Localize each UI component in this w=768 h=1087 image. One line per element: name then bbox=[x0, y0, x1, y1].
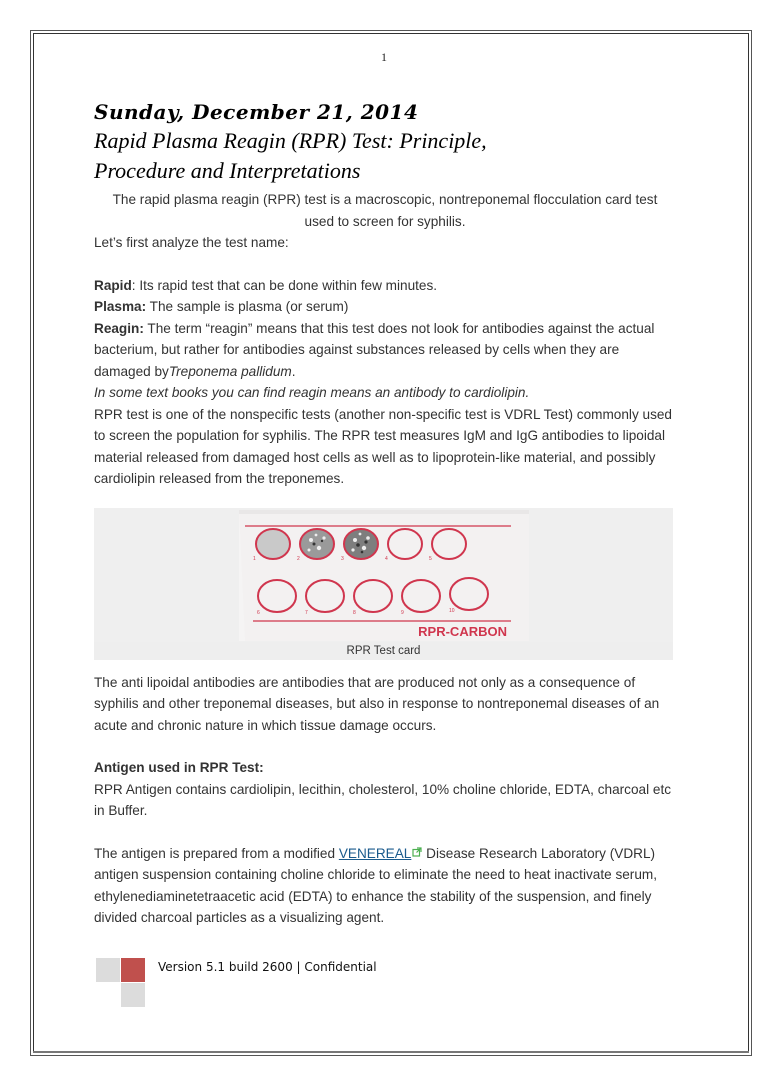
antigen-heading: Antigen used in RPR Test: bbox=[94, 760, 264, 775]
document-content bbox=[94, 100, 676, 929]
reagin-note: In some text books you can find reagin means an antibody to cardiolipin. bbox=[94, 385, 530, 400]
page-footer bbox=[96, 958, 496, 1008]
footer-decor-square-accent bbox=[121, 958, 145, 982]
svg-text:9: 9 bbox=[401, 609, 404, 616]
antilipoidal-paragraph: The anti lipoidal antibodies are antibodies that are produced not only as a consequence of syphilis and other treponemal diseases, but also in response to nontreponemal diseases of an acute and chronic nature in which tissue damage occurs. bbox=[94, 674, 660, 733]
svg-text:4: 4 bbox=[385, 555, 388, 562]
intro-analyze: Let’s first analyze the test name: bbox=[94, 235, 289, 250]
figure-caption: RPR Test card bbox=[94, 642, 673, 660]
svg-text:5: 5 bbox=[429, 555, 432, 562]
post-title bbox=[94, 126, 676, 186]
rpr-card-image bbox=[239, 510, 529, 641]
svg-text:6: 6 bbox=[257, 609, 260, 616]
svg-text:2: 2 bbox=[297, 555, 300, 562]
page-number: 1 bbox=[381, 50, 387, 64]
figure-rpr-test-card bbox=[94, 508, 673, 660]
definition-term: Reagin: bbox=[94, 320, 144, 336]
svg-text:RPR-CARBON: RPR-CARBON bbox=[418, 623, 507, 639]
preparation-paragraph: The antigen is prepared from a modified VENEREAL Disease Research Laboratory (VDRL) antigen suspension containing choline chloride to eliminate the need to heat inactivate serum, ethylenediaminetetraacetic acid (EDTA) to enhance the stability of the suspension, and finely divided charcoal particles as a visualizing agent. bbox=[94, 845, 657, 925]
external-link-icon bbox=[412, 847, 422, 857]
post-title-line2: Procedure and Interpretations bbox=[94, 158, 361, 183]
antigen-text: RPR Antigen contains cardiolipin, lecithin, cholesterol, 10% choline chloride, EDTA, charcoal etc in Buffer. bbox=[94, 781, 672, 818]
post-title-line1: Rapid Plasma Reagin (RPR) Test: Principle, bbox=[94, 128, 487, 153]
svg-text:1: 1 bbox=[253, 555, 256, 562]
definition-term: Rapid bbox=[94, 277, 132, 293]
definition-term: Plasma: bbox=[94, 299, 147, 314]
definition-plasma: Plasma: The sample is plasma (or serum) bbox=[94, 299, 349, 314]
svg-text:10: 10 bbox=[449, 607, 455, 614]
venereal-link[interactable]: VENEREAL bbox=[338, 845, 412, 861]
svg-text:3: 3 bbox=[341, 555, 344, 562]
footer-decor-square bbox=[96, 958, 120, 982]
rpr-card-illustration bbox=[239, 510, 529, 641]
svg-text:7: 7 bbox=[305, 609, 308, 616]
svg-text:8: 8 bbox=[353, 609, 356, 616]
definition-rapid: Rapid: Its rapid test that can be done within few minutes. bbox=[94, 277, 438, 293]
footer-decor-square bbox=[121, 983, 145, 1007]
intro-summary: The rapid plasma reagin (RPR) test is a macroscopic, nontreponemal flocculation card test used to screen for syphilis. bbox=[112, 192, 658, 229]
definition-reagin: Reagin: The term “reagin” means that this test does not look for antibodies against the actual bacterium, but rather for antibodies against substances released by cells when they are damaged byTreponema pallidum. bbox=[94, 320, 655, 379]
footer-version-text: Version 5.1 build 2600 | Confidential bbox=[158, 960, 377, 974]
post-date: Sunday, December 21, 2014 bbox=[94, 100, 419, 124]
rpr-paragraph: RPR test is one of the nonspecific tests (another non-specific test is VDRL Test) commonly used to screen the population for syphilis. The RPR test measures IgM and IgG antibodies to lipoidal material released from damaged host cells as well as to lipoprotein-like material, and possibly cardiolipin released from the treponemes. bbox=[94, 406, 672, 486]
